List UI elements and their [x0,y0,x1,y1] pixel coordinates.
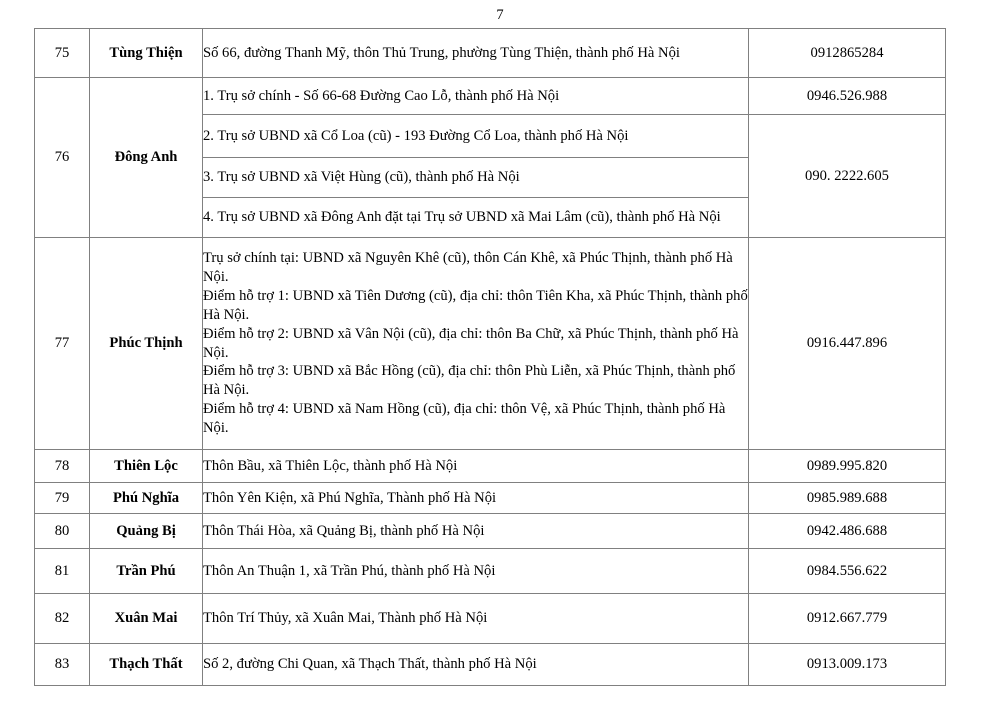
row-number-cell: 82 [35,594,90,644]
address-cell: Thôn Trí Thủy, xã Xuân Mai, Thành phố Hà Nội [203,594,749,644]
table-row [35,238,946,450]
address-line: Điểm hỗ trợ 2: UBND xã Vân Nội (cũ), địa chỉ: thôn Ba Chữ, xã Phúc Thịnh, thành phố Hà Nội. [203,325,739,361]
phone-cell: 0985.989.688 [749,483,946,514]
address-cell: 3. Trụ sở UBND xã Việt Hùng (cũ), thành phố Hà Nội [203,158,749,198]
row-number-cell: 80 [35,514,90,549]
address-cell: Thôn Yên Kiện, xã Phú Nghĩa, Thành phố Hà Nội [203,483,749,514]
phone-cell: 0913.009.173 [749,644,946,686]
address-cell: Thôn Bầu, xã Thiên Lộc, thành phố Hà Nội [203,450,749,483]
phone-cell: 090. 2222.605 [749,115,946,238]
table-row [35,29,946,78]
unit-name-cell: Phú Nghĩa [90,483,203,514]
unit-name-cell: Đông Anh [90,78,203,238]
phone-cell: 0984.556.622 [749,549,946,594]
phone-cell: 0942.486.688 [749,514,946,549]
unit-name-cell: Thạch Thất [90,644,203,686]
address-line: Điểm hỗ trợ 3: UBND xã Bắc Hồng (cũ), địa chỉ: thôn Phù Liễn, xã Phúc Thịnh, thành phố Hà Nội. [203,363,736,399]
row-number-cell: 83 [35,644,90,686]
row-number-cell: 76 [35,78,90,238]
address-cell: 4. Trụ sở UBND xã Đông Anh đặt tại Trụ sở UBND xã Mai Lâm (cũ), thành phố Hà Nội [203,198,749,238]
table-row [35,594,946,644]
row-number-cell: 79 [35,483,90,514]
row-number-cell: 81 [35,549,90,594]
unit-name-cell: Tùng Thiện [90,29,203,78]
table-row [35,514,946,549]
unit-name-cell: Phúc Thịnh [90,238,203,450]
page-number: 7 [496,7,504,23]
address-line: Điểm hỗ trợ 1: UBND xã Tiên Dương (cũ), địa chỉ: thôn Tiên Kha, xã Phúc Thịnh, thành phố Hà Nội. [203,287,748,323]
unit-name-cell: Quảng Bị [90,514,203,549]
table-row [35,78,946,115]
unit-name-cell: Xuân Mai [90,594,203,644]
address-table [34,28,946,686]
address-cell: Thôn Thái Hòa, xã Quảng Bị, thành phố Hà Nội [203,514,749,549]
table-row [35,483,946,514]
row-number-cell: 75 [35,29,90,78]
address-cell [203,238,749,450]
address-line: Điểm hỗ trợ 4: UBND xã Nam Hồng (cũ), địa chỉ: thôn Vệ, xã Phúc Thịnh, thành phố Hà Nội. [203,401,726,437]
address-cell: 1. Trụ sở chính - Số 66-68 Đường Cao Lỗ, thành phố Hà Nội [203,78,749,115]
table-row [35,450,946,483]
address-cell: Số 66, đường Thanh Mỹ, thôn Thủ Trung, phường Tùng Thiện, thành phố Hà Nội [203,29,749,78]
row-number-cell: 77 [35,238,90,450]
address-cell: Thôn An Thuận 1, xã Trần Phú, thành phố Hà Nội [203,549,749,594]
phone-cell: 0946.526.988 [749,78,946,115]
phone-cell: 0912.667.779 [749,594,946,644]
unit-name-cell: Trần Phú [90,549,203,594]
address-cell: 2. Trụ sở UBND xã Cổ Loa (cũ) - 193 Đường Cổ Loa, thành phố Hà Nội [203,115,749,158]
unit-name-cell: Thiên Lộc [90,450,203,483]
row-number-cell: 78 [35,450,90,483]
phone-cell: 0989.995.820 [749,450,946,483]
table-row [35,549,946,594]
table-row [35,644,946,686]
address-line: Trụ sở chính tại: UBND xã Nguyên Khê (cũ), thôn Cán Khê, xã Phúc Thịnh, thành phố Hà Nội. [203,249,733,285]
phone-cell: 0912865284 [749,29,946,78]
phone-cell: 0916.447.896 [749,238,946,450]
address-table-container [34,28,945,686]
address-cell: Số 2, đường Chi Quan, xã Thạch Thất, thành phố Hà Nội [203,644,749,686]
